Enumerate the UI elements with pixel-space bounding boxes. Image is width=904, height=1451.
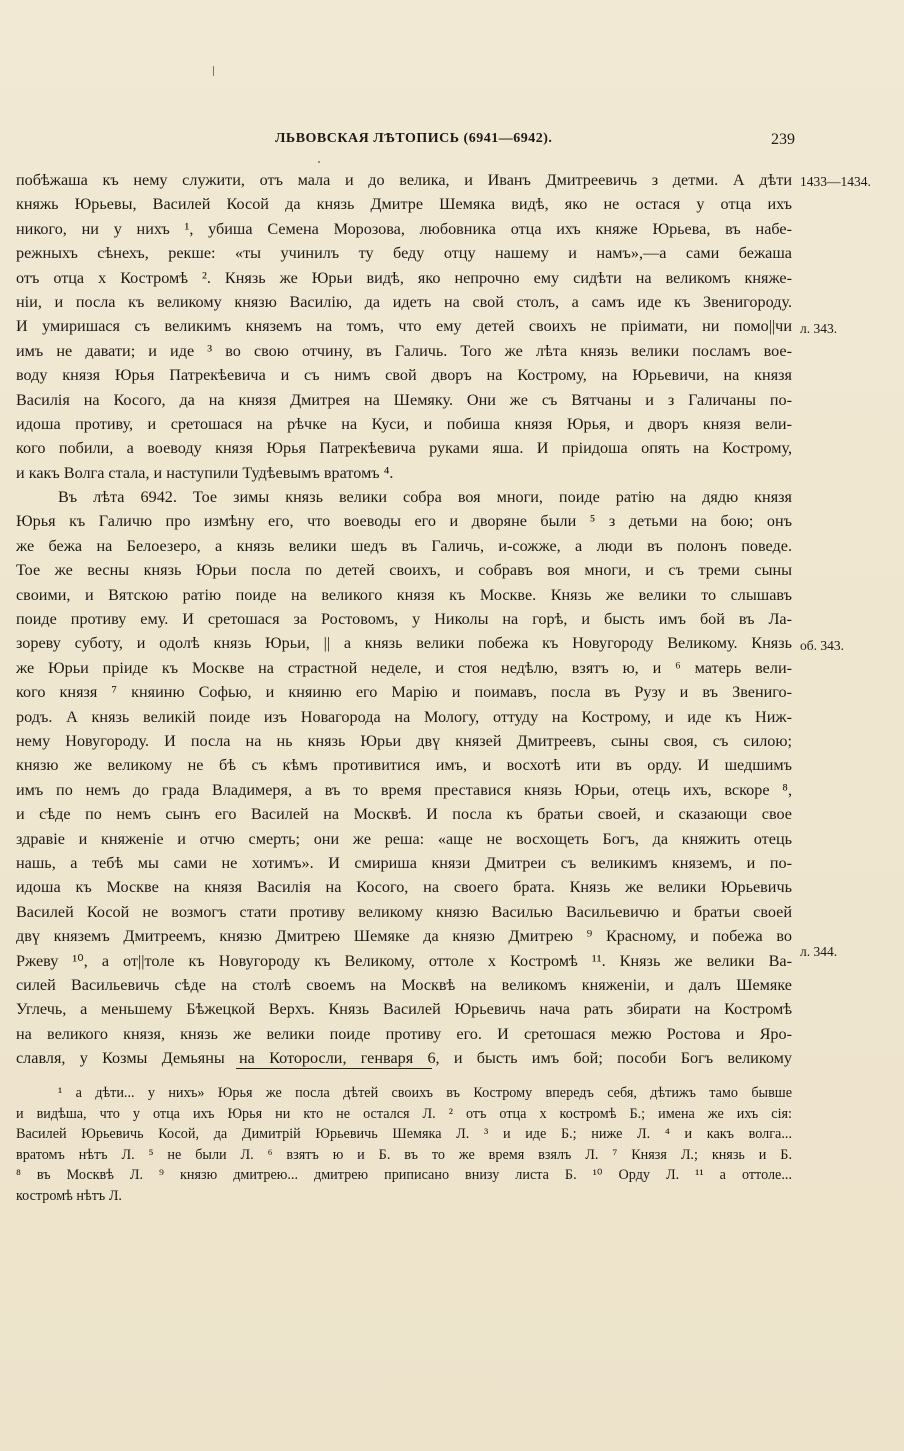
text-line: на великого князя, князь же велики поиде противу его. И сретошася межю Ростова и Яро- (16, 1024, 792, 1043)
text-line: родъ. А князь великій поиде изъ Новагорода на Мологу, оттуду на Кострому, и иде къ Ниж- (16, 707, 792, 726)
text-line: поиде противу ему. И сретошася за Ростовомъ, у Николы на горѣ, и бысть имъ бой въ Ла- (16, 610, 792, 629)
text-line: Углечь, а меньшему Бѣжецкой Верхъ. Князь Василей Юрьевичь нача рать збирати на Костромѣ (16, 1000, 792, 1019)
footnotes (16, 1083, 792, 1206)
text-line: кого побили, а воеводу князя Юрья Патрекѣевича руками яша. И пріидоша опять на Кострому, (16, 439, 792, 458)
text-line: никого, ни у нихъ ¹, убиша Семена Морозова, любовника отца ихъ княже Юрьева, въ набе- (16, 219, 792, 238)
paragraph-start-line: Въ лѣта 6942. Тое зимы князь велики собра воя многи, поиде ратію на дядю князя (58, 488, 792, 507)
text-line: силей Васильевичь сѣде на столѣ своемъ на Москвѣ на великомъ княженіи, и далъ Шемяке (16, 975, 792, 994)
main-text (16, 168, 792, 1070)
text-line: зореву суботу, и одолѣ князь Юрьи, || а князь велики побежа къ Новугороду Великому. Князь (16, 634, 792, 653)
text-line: И умиришася съ великимъ княземъ на томъ, что ему детей своихъ не пріимати, ни помо||чи (16, 317, 792, 336)
footnote-line: ⁸ въ Москвѣ Л. ⁹ князю дмитрею... дмитрею приписано внизу листа Б. ¹⁰ Орду Л. ¹¹ а оттоле... (16, 1167, 792, 1183)
text-line: и сѣде по немъ сынъ его Василей на Москвѣ. И посла къ братьи своей, и сказающи свое (16, 805, 792, 824)
text-line: Василія на Косого, да на князя Дмитрея на Шемяку. Они же съ Вятчаны и з Галичаны по- (16, 390, 792, 409)
text-line: княжь Юрьевы, Василей Косой да князь Дмитре Шемяка видѣ, яко не остася у отца ихъ (16, 195, 792, 214)
paragraph-end-line: и какъ Волга стала, и наступили Тудѣевымъ вратомъ ⁴. (16, 463, 394, 482)
page-number: 239 (771, 131, 795, 148)
text-line: воду князя Юрья Патрекѣевича и съ нимъ свой дворъ на Кострому, на Юрьевичи, на князя (16, 366, 792, 385)
margin-year-range: 1433—1434. (800, 174, 871, 189)
text-line: имъ по немъ до града Владимеря, а въ то время преставися князь Юрьи, отець ихъ, вскоре ⁸, (16, 780, 792, 799)
footnote-line: и видѣша, что у отца ихъ Юрья ни кто не остался Л. ² отъ отца х костромѣ Б.; имена же ихъ сія: (16, 1105, 792, 1122)
footnote-divider (236, 1068, 432, 1069)
text-line: Василей Косой не возмогъ стати противу великому князю Василью Васильевичю и братьи своей (16, 902, 792, 921)
text-line: Юрья къ Галичю про измѣну его, что воеводы его и дворяне были ⁵ з детьми на бою; онъ (16, 512, 792, 531)
text-line: идоша къ Москве на князя Василія на Косого, на своего брата. Князь же велики Юрьевичь (16, 878, 792, 897)
footnote-line: ¹ а дѣти... у нихъ» Юрья же посла дѣтей своихъ въ Кострому впередъ себя, дѣтижъ тамо бывше (58, 1085, 792, 1101)
text-line: здравіе и княженіе и отчю смерть; они же реша: «аще не восхощеть Богъ, да княжить отець (16, 829, 792, 848)
text-line: князю же великому не бѣ съ кѣмъ противитися имъ, и восхотѣ ити въ орду. И шедшимъ (16, 756, 792, 775)
footnote-line: вратомъ нѣтъ Л. ⁵ не были Л. ⁶ взятъ ю и Б. въ то же время взялъ Л. ⁷ Князя Л.; князь и Б. (16, 1146, 792, 1163)
text-line: двү княземъ Дмитреемъ, князю Дмитрею Шемяке да князю Дмитрею ⁹ Красному, и побежа во (16, 927, 792, 946)
text-line: нему Новугороду. И посла на нь князь Юрьи двү князей Дмитреевъ, сыны своя, съ силою; (16, 731, 792, 750)
text-line: нашь, а тебѣ мы сами не хотимъ». И смириша князи Дмитреи съ великимъ княземъ, и по- (16, 853, 792, 872)
text-line: ніи, и посла къ великому князю Василію, да идеть на свой столъ, а самъ иде къ Звенигороду. (16, 292, 792, 311)
text-line: побѣжаша къ нему служити, отъ мала и до велика, и Иванъ Дмитреевичь з детми. А дѣти (16, 171, 792, 189)
footnote-line: костромѣ нѣтъ Л. (16, 1187, 122, 1204)
text-line: имъ не давати; и иде ³ во свою отчину, въ Галичь. Того же лѣта князь велики посламъ вое- (16, 341, 792, 360)
paper-speck (318, 161, 320, 163)
text-line: идоша противу, и сретошася на рѣчке на Куси, и побиша князя Юрья, и дворъ князя вели- (16, 414, 792, 433)
margin-folio-ref: об. 343. (800, 638, 844, 653)
text-line: отъ отца х Костромѣ ². Князь же Юрьи видѣ, яко непрочно ему сидѣти на великомъ княже- (16, 268, 792, 287)
text-line: же Юрьи пріиде къ Москве на страстной неделе, и стоя недѣлю, взятъ ю, и ⁶ матерь вели- (16, 658, 792, 677)
running-header (275, 131, 795, 155)
margin-folio-ref: л. 344. (800, 944, 838, 959)
margin-folio-ref: л. 343. (800, 321, 838, 336)
chronicle-title: ЛЬВОВСКАЯ ЛѢТОПИСЬ (6941—6942). (275, 131, 553, 146)
text-line: Тое же весны князь Юрьи посла по детей своихъ, и собравъ воя многи, и съ треми сыны (16, 561, 792, 580)
text-line: Ржеву ¹⁰, а от||толе къ Новугороду къ Великому, оттоле х Костромѣ ¹¹. Князь же велики Ва- (16, 951, 792, 970)
footnote-line: Василей Юрьевичь Косой, да Димитрій Юрьевичь Шемяка Л. ³ и иде Б.; ниже Л. ⁴ и какъ волга... (16, 1126, 792, 1142)
text-line: режныхъ сѣнехъ, рекше: «ты учинилъ ту беду отцу нашему и намъ»,—а сами бежаша (16, 244, 792, 263)
text-line: кого князя ⁷ княиню Софью, и княиню его Марію и поимавъ, посла въ Рузу и въ Звениго- (16, 683, 792, 702)
text-line: же бежа на Белоезеро, а князь велики шедъ въ Галичь, и-сожже, а люди въ полонъ поведе. (16, 536, 792, 555)
paper-speck (213, 66, 214, 76)
text-line: славля, у Козмы Демьяны на Которосли, генваря 6, и бысть имъ бой; пособи Богъ великому (16, 1049, 792, 1068)
text-line: своими, и Вятскою ратію поиде на великого князя къ Москве. Князь же велики то слышавъ (16, 585, 792, 604)
